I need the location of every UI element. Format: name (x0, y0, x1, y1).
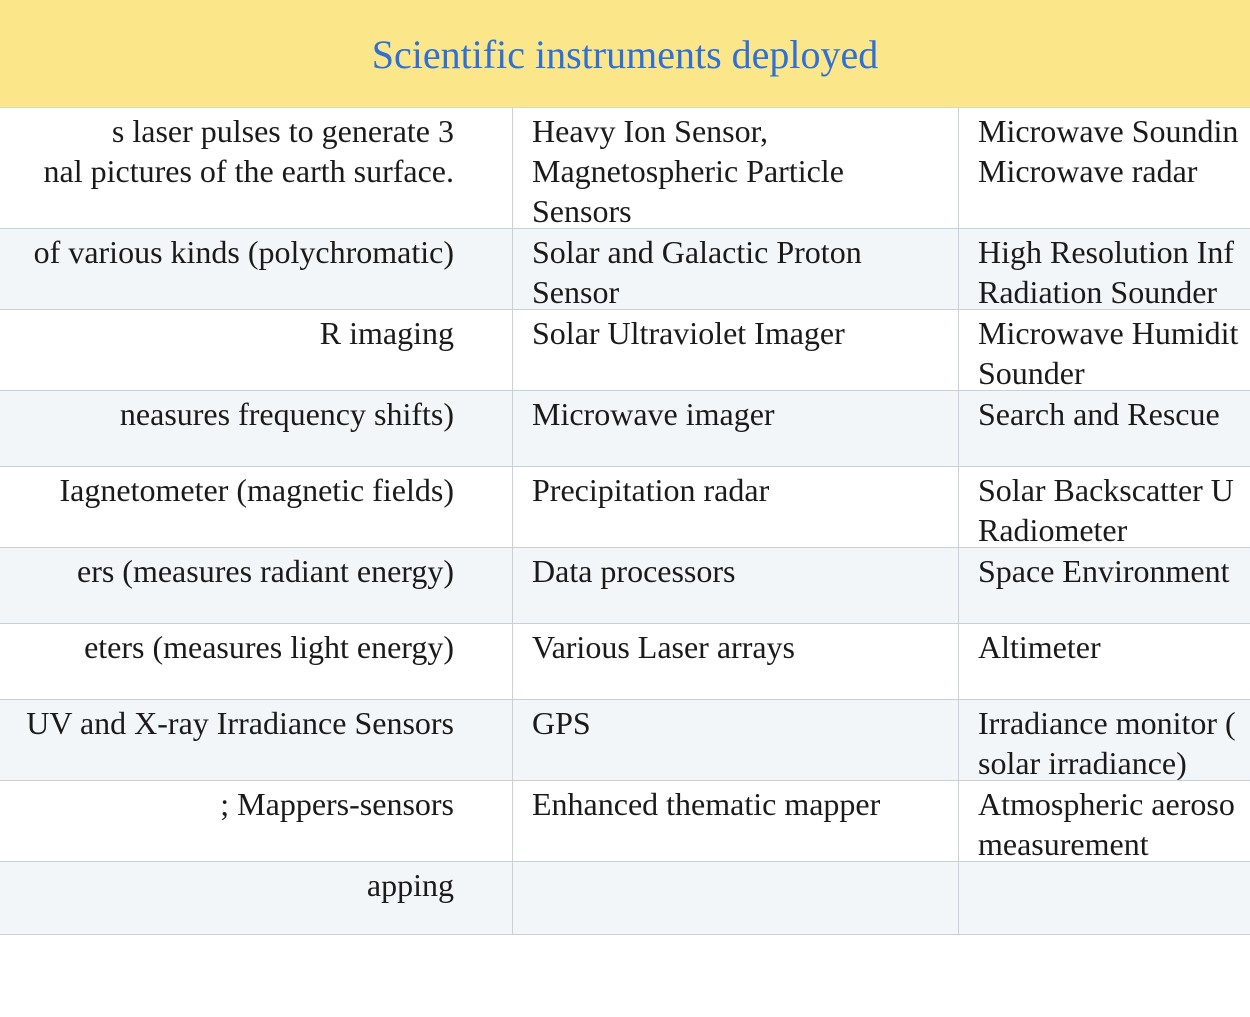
cell-col2: Solar Ultraviolet Imager (512, 310, 958, 390)
cell-col3: Irradiance monitor ( solar irradiance) (958, 700, 1250, 780)
cell-col1: ; Mappers-sensors (220, 786, 454, 822)
cell-col3: Space Environment (958, 548, 1250, 623)
cell-col3: Microwave Soundin Microwave radar (958, 108, 1250, 228)
table-row (0, 229, 1250, 310)
cell-col1: neasures frequency shifts) (119, 396, 454, 432)
cell-col3: Microwave Humidit Sounder (958, 310, 1250, 390)
cell-col2: Solar and Galactic Proton Sensor (512, 229, 958, 309)
cell-col2: GPS (512, 700, 958, 780)
cell-col3: Solar Backscatter U Radiometer (958, 467, 1250, 547)
table-row (0, 700, 1250, 781)
cell-col2: Precipitation radar (512, 467, 958, 547)
table-row (0, 624, 1250, 700)
table-title: Scientific instruments deployed (371, 32, 879, 77)
table-title-band (0, 0, 1250, 108)
cell-col3 (958, 862, 1250, 934)
cell-col1: s laser pulses to generate 3 nal pictures of the earth surface. (43, 113, 454, 189)
cell-col1: of various kinds (polychromatic) (33, 234, 454, 270)
cell-col1: UV and X-ray Irradiance Sensors (26, 705, 454, 741)
cell-col3: High Resolution Inf Radiation Sounder (958, 229, 1250, 309)
cell-col1: apping (366, 867, 454, 903)
table-row (0, 548, 1250, 624)
cell-col3: Altimeter (958, 624, 1250, 699)
table-row (0, 781, 1250, 862)
cell-col3: Search and Rescue (958, 391, 1250, 466)
table-row (0, 108, 1250, 229)
cell-col1: eters (measures light energy) (84, 629, 454, 665)
table-row (0, 310, 1250, 391)
cell-col2: Heavy Ion Sensor, Magnetospheric Particle Sensors (512, 108, 958, 228)
cell-col1: ers (measures radiant energy) (76, 553, 454, 589)
table-row (0, 391, 1250, 467)
cell-col3: Atmospheric aeroso measurement (958, 781, 1250, 861)
table-row (0, 467, 1250, 548)
cell-col2: Data processors (512, 548, 958, 623)
cell-col2: Enhanced thematic mapper (512, 781, 958, 861)
cell-col1: Iagnetometer (magnetic fields) (59, 472, 454, 508)
cell-col2 (512, 862, 958, 934)
cell-col2: Microwave imager (512, 391, 958, 466)
table-row (0, 862, 1250, 935)
cell-col1: R imaging (319, 315, 454, 351)
cell-col2: Various Laser arrays (512, 624, 958, 699)
